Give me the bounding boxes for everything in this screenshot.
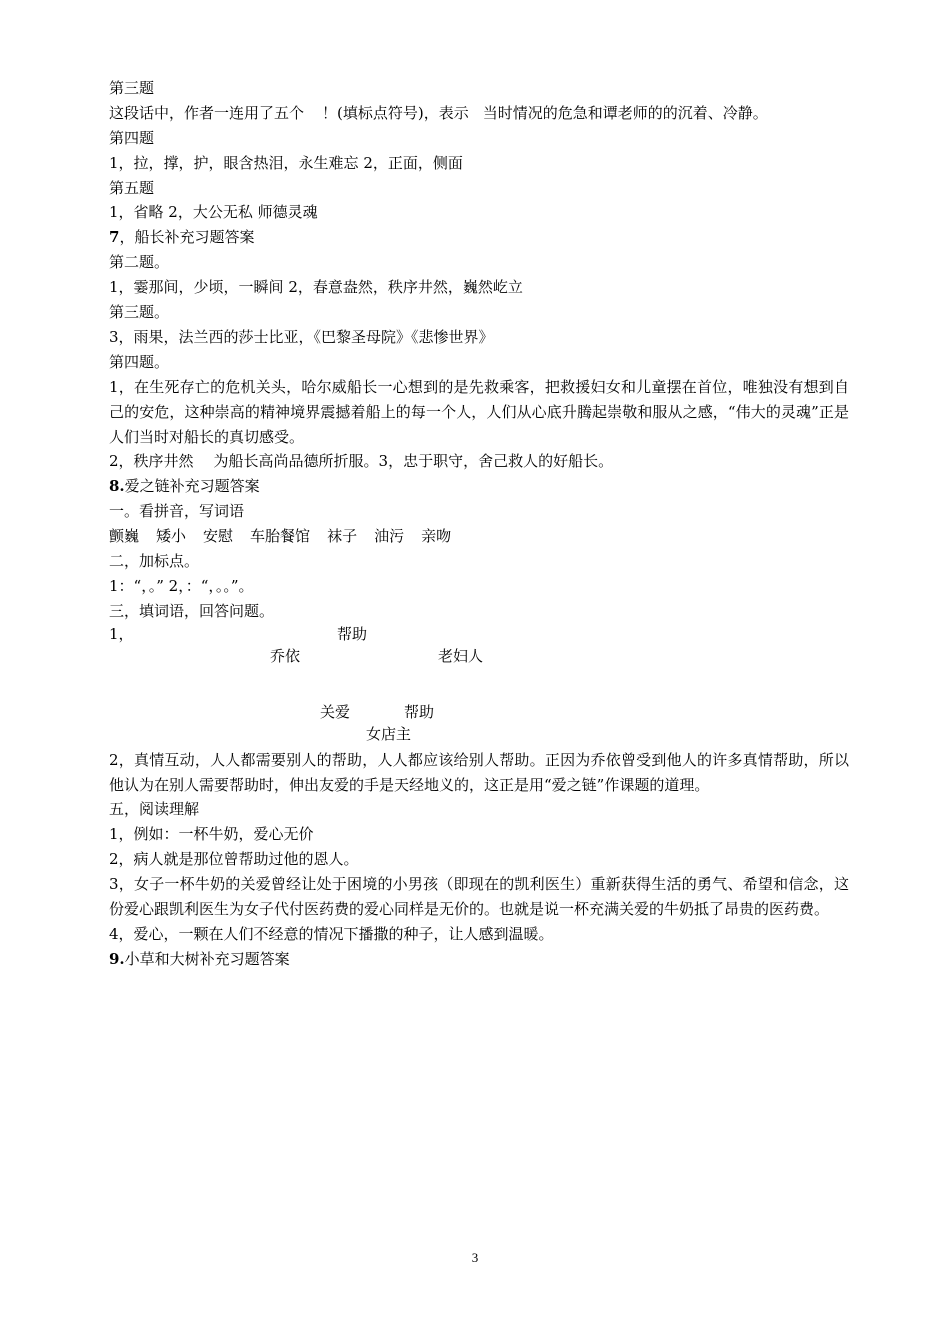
answer-line: 1，拉，撑，护，眼含热泪，永生难忘 2，正面，侧面 [109,153,463,172]
chapter-title: 爱之链补充习题答案 [124,477,260,496]
document-body [109,76,849,972]
answer-line: 4，爱心，一颗在人们不经意的情况下播撒的种子，让人感到温暖。 [109,924,554,943]
answer-line: 2，病人就是那位曾帮助过他的恩人。 [109,850,359,869]
section-title: 二，加标点。 [109,551,200,570]
section-title: 第三题。 [109,303,170,322]
answer-paragraph: 1，在生死存亡的危机关头，哈尔威船长一心想到的是先救乘客，把救援妇女和儿童摆在首位，唯独没有想到自己的安危，这种崇高的精神境界震撼着船上的每一个人，人们从心底升腾起崇敬和服从之感，“伟大的灵魂”正是人们当时对船长的真切感受。 [109,377,849,446]
word: 油污 [374,527,405,546]
text-run: 当时情况的危急和谭老师的的沉着、冷静。 [482,103,768,122]
section-title: 一。看拼音，写词语 [109,502,245,521]
text-run: 2，秩序井然 [109,452,194,471]
answer-paragraph: 2，真情互动，人人都需要别人的帮助，人人都应该给别人帮助。正因为乔依曾受到他人的许多真情帮助，所以他认为在别人需要帮助时，伸出友爱的手是天经地义的，这正是用“爱之链”作课题的道理。 [109,750,849,794]
chain-label-help: 帮助 [404,702,435,721]
word-list [109,524,849,549]
answer-line [109,449,849,474]
chapter-heading [109,474,849,499]
chapter-heading [109,225,849,250]
section-title: 五，阅读理解 [109,800,200,819]
love-chain-diagram [109,624,849,748]
text-run: 这段话中，作者一连用了五个 [109,103,305,122]
chapter-number: 9. [109,949,125,968]
answer-line: 3，雨果，法兰西的莎士比亚，《巴黎圣母院》《悲惨世界》 [109,327,494,346]
text-run: 为船长高尚品德所折服。3，忠于职守，舍己救人的好船长。 [213,452,614,471]
section-title: 第四题 [109,128,155,147]
chapter-number: 7 [109,228,120,247]
section-title: 第五题 [109,178,155,197]
answer-line: 1：“，。” 2，：“，。。”。 [109,576,254,595]
chain-label-care: 关爱 [320,702,351,721]
section-title: 第二题。 [109,253,170,272]
word: 亲吻 [421,527,452,546]
chain-node-shopkeeper: 女店主 [366,724,412,743]
word: 袜子 [327,527,358,546]
chapter-title: ，船长补充习题答案 [119,228,255,247]
answer-line: 1，省略 2，大公无私 师德灵魂 [109,203,318,222]
word: 颤巍 [109,527,140,546]
chapter-number: 8. [109,477,125,496]
word: 安慰 [203,527,234,546]
chapter-heading [109,947,849,972]
word: 车胎餐馆 [250,527,311,546]
chain-node-old-woman: 老妇人 [438,646,484,665]
chain-label-help: 帮助 [337,624,368,643]
question-number: 1， [109,624,134,643]
chain-node-qiaoyi: 乔依 [270,646,301,665]
section-title: 第四题。 [109,352,170,371]
text-run: ！(填标点符号)，表示 [322,103,469,122]
answer-line: 1，例如：一杯牛奶，爱心无价 [109,825,314,844]
answer-paragraph: 3，女子一杯牛奶的关爱曾经让处于困境的小男孩（即现在的凯利医生）重新获得生活的勇气、希望和信念，这份爱心跟凯利医生为女子代付医药费的爱心同样是无价的。也就是说一杯充满关爱的牛奶抵了昂贵的医药费。 [109,875,849,919]
word: 矮小 [156,527,187,546]
section-title: 三，填词语，回答问题。 [109,601,275,620]
section-title: 第三题 [109,79,155,97]
chapter-title: 小草和大树补充习题答案 [124,949,290,968]
answer-line [109,101,849,126]
page-number: 3 [471,1250,479,1265]
answer-line: 1，霎那间，少顷，一瞬间 2，春意盎然，秩序井然，巍然屹立 [109,278,523,297]
